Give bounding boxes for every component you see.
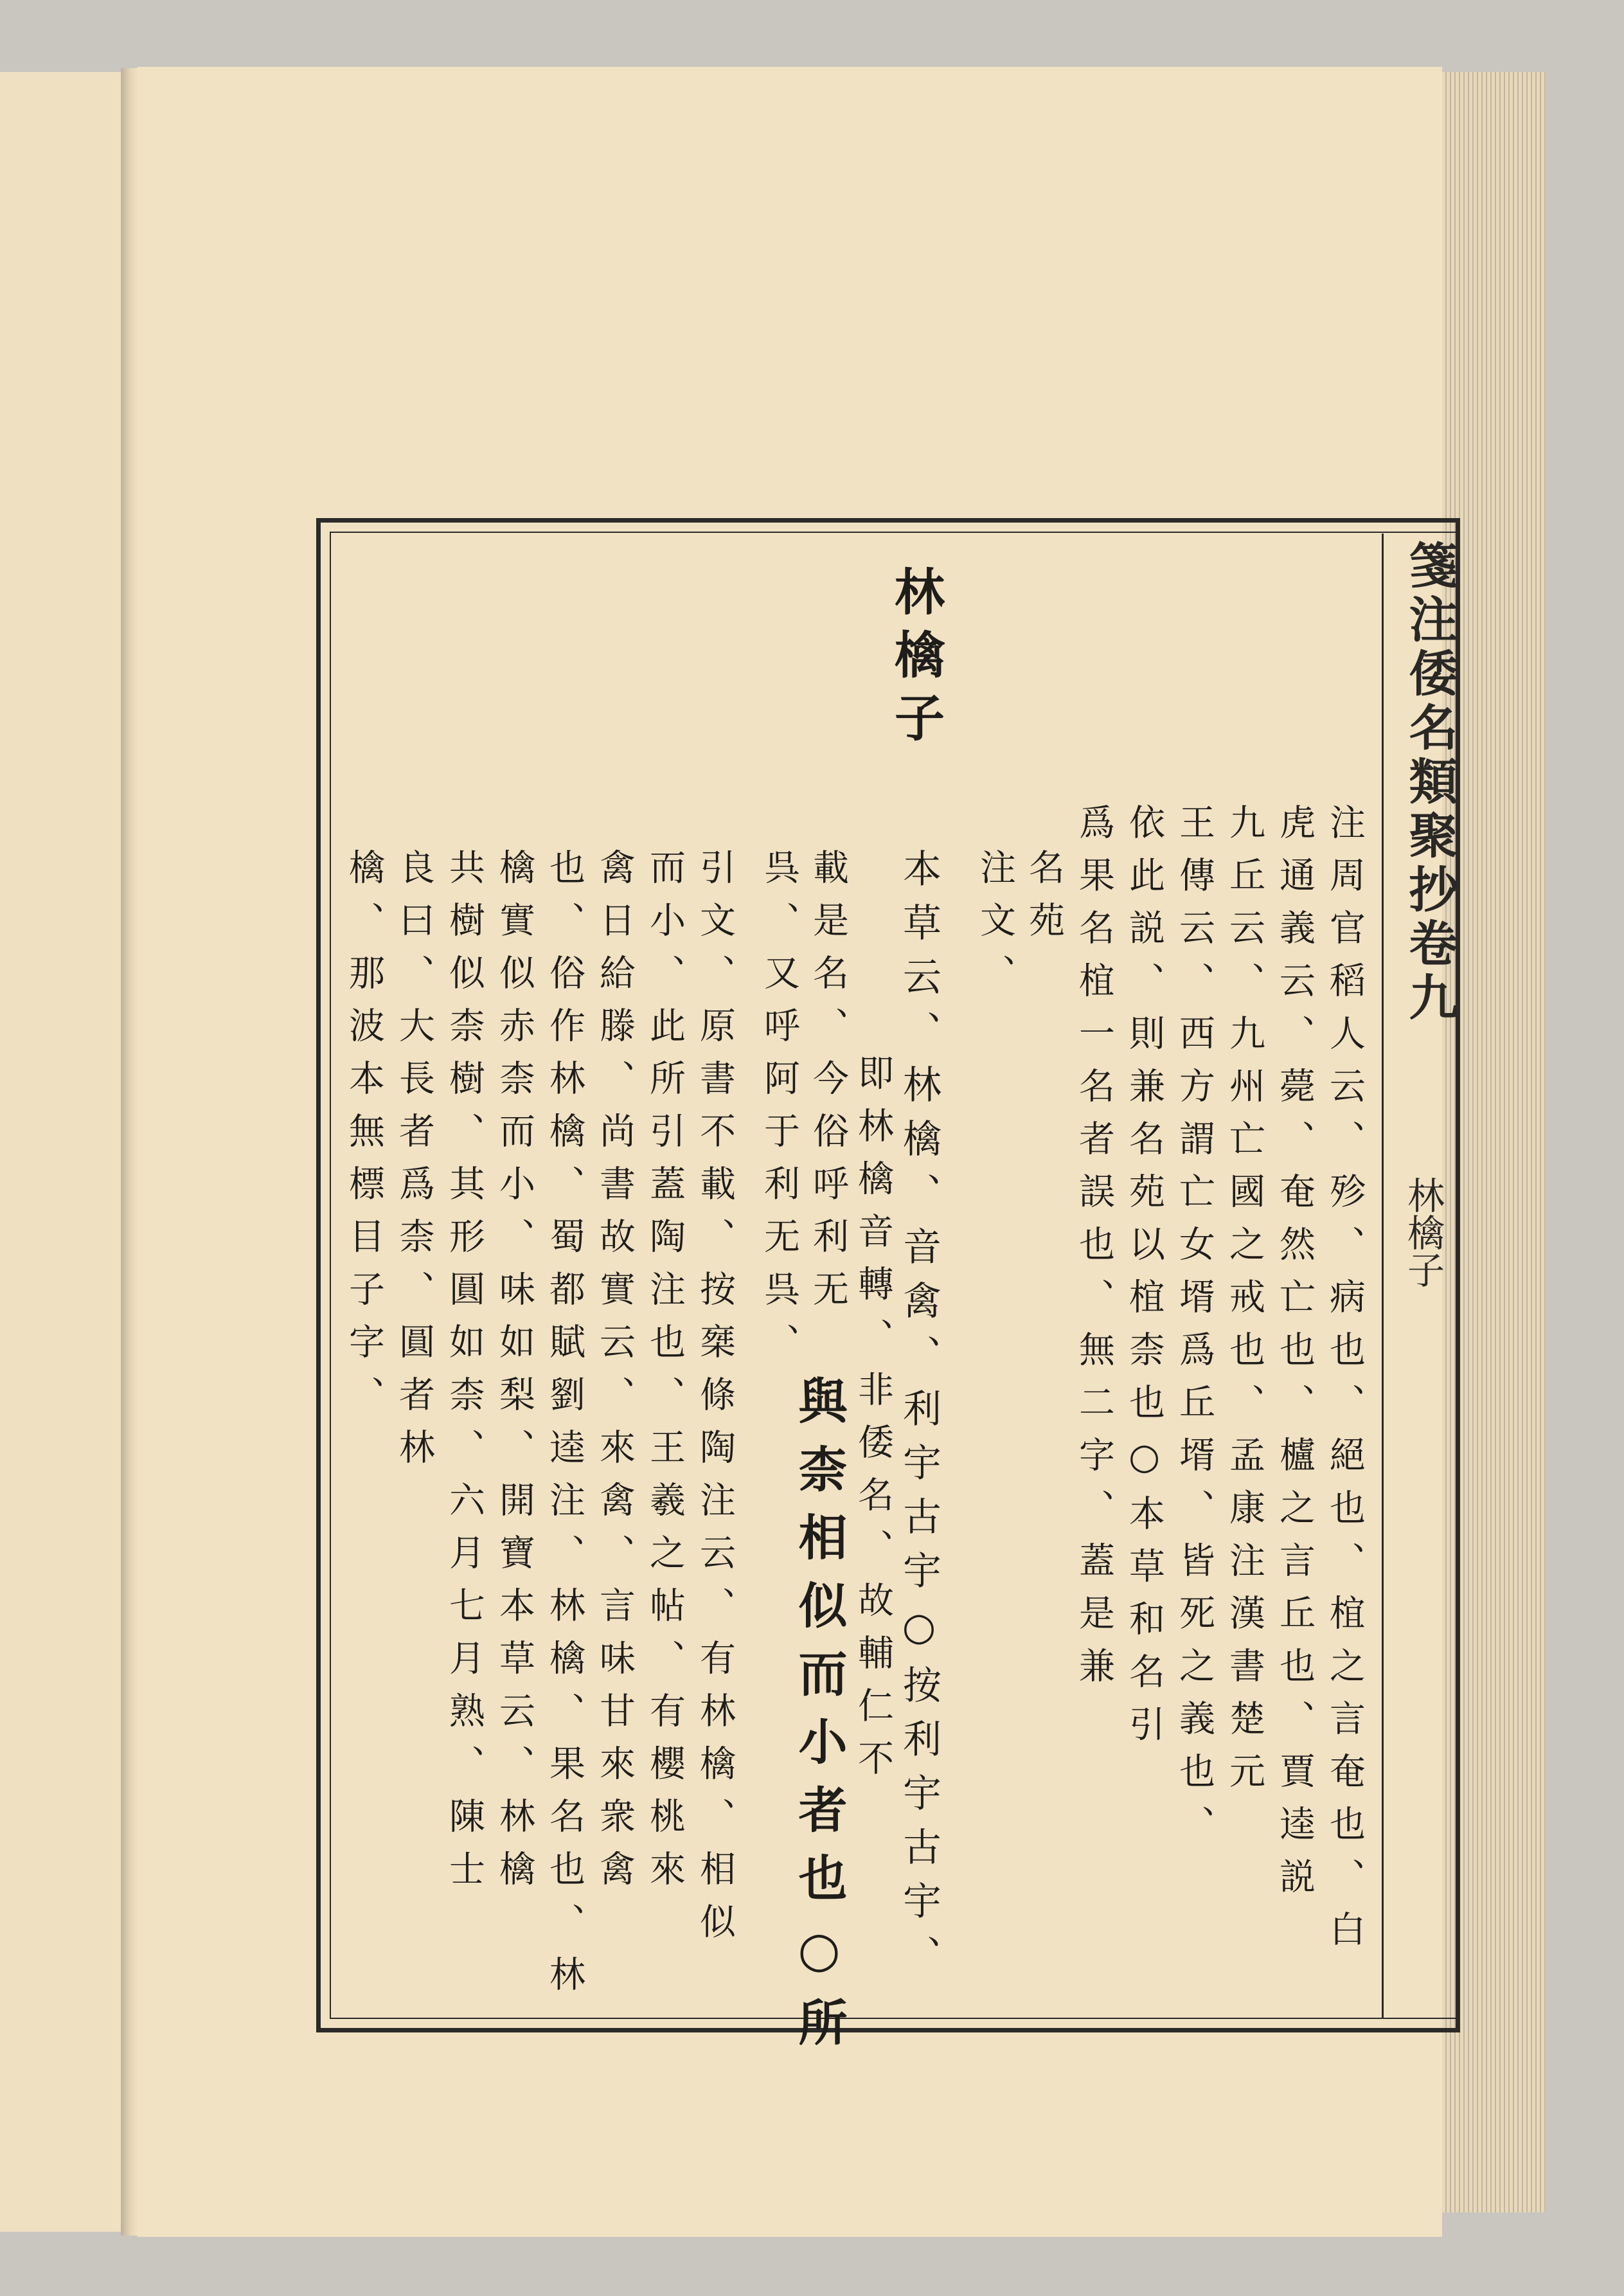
book-gutter (121, 68, 138, 2236)
text-column: 檎實似赤柰而小、味如梨、開寶本草云、林檎 (494, 848, 535, 1903)
text-column: 呉、又呼阿于利无呉、 (758, 848, 800, 1376)
text-column: 共樹似柰樹、其形圓如柰、六月七月熟、陳士 (443, 848, 485, 1903)
running-head-section: 林檎子 (1401, 1176, 1445, 1288)
running-head-volume: 卷九 (1401, 918, 1458, 1026)
text-column: 王傳云、西方謂亡女壻爲丘壻、皆死之義也、 (1173, 803, 1215, 1858)
left-page (0, 72, 121, 2232)
text-column: 爲果名椬一名者誤也、無二字、蓋是兼 (1073, 803, 1115, 1700)
text-column: 依此説、則兼名苑以椬柰也○本草和名引 (1123, 803, 1165, 1758)
entry-heading: 林檎子 (886, 566, 945, 755)
text-column: 注周官稻人云、殄、病也、絕也、椬之言奄也、白 (1324, 803, 1366, 1963)
text-column: 載是名、今俗呼利无 (807, 848, 849, 1323)
text-column: 引文、原書不載、按椉條陶注云、有林檎、相似 (694, 848, 736, 1955)
text-column: 即林檎音轉、非倭名、故輔仁不 (852, 1054, 894, 1792)
running-head-title: 箋注倭名類聚抄 (1401, 540, 1458, 918)
running-head-rule (1382, 534, 1384, 2018)
running-head (1395, 540, 1465, 1026)
text-column: 九丘云、九州亡國之戒也、孟康注漢書楚元 (1224, 803, 1265, 1805)
text-column-emphasis: 與柰相似而小者也○所 (790, 1376, 848, 2065)
text-column: 也、俗作林檎、蜀都賦劉逵注、林檎、果名也、林 (544, 848, 585, 2008)
text-column: 名苑 (1023, 848, 1065, 954)
text-column: 檎、那波本無標目子字、 (343, 848, 385, 1428)
text-column: 虎通義云、薨、奄然亡也、櫨之言丘也、賈逵説 (1274, 803, 1316, 1910)
text-column-main: 本草云、林檎、音禽、利宇古宇○按利宇古宇、 (897, 848, 941, 1989)
text-column: 而小、此所引蓋陶注也、王羲之帖、有櫻桃來 (644, 848, 686, 1903)
text-column: 禽日給滕、尚書故實云、來禽、言味甘來衆禽 (594, 848, 636, 1903)
text-column: 良曰、大長者爲柰、圓者林 (393, 848, 435, 1481)
text-column: 注文、 (974, 848, 1016, 1007)
